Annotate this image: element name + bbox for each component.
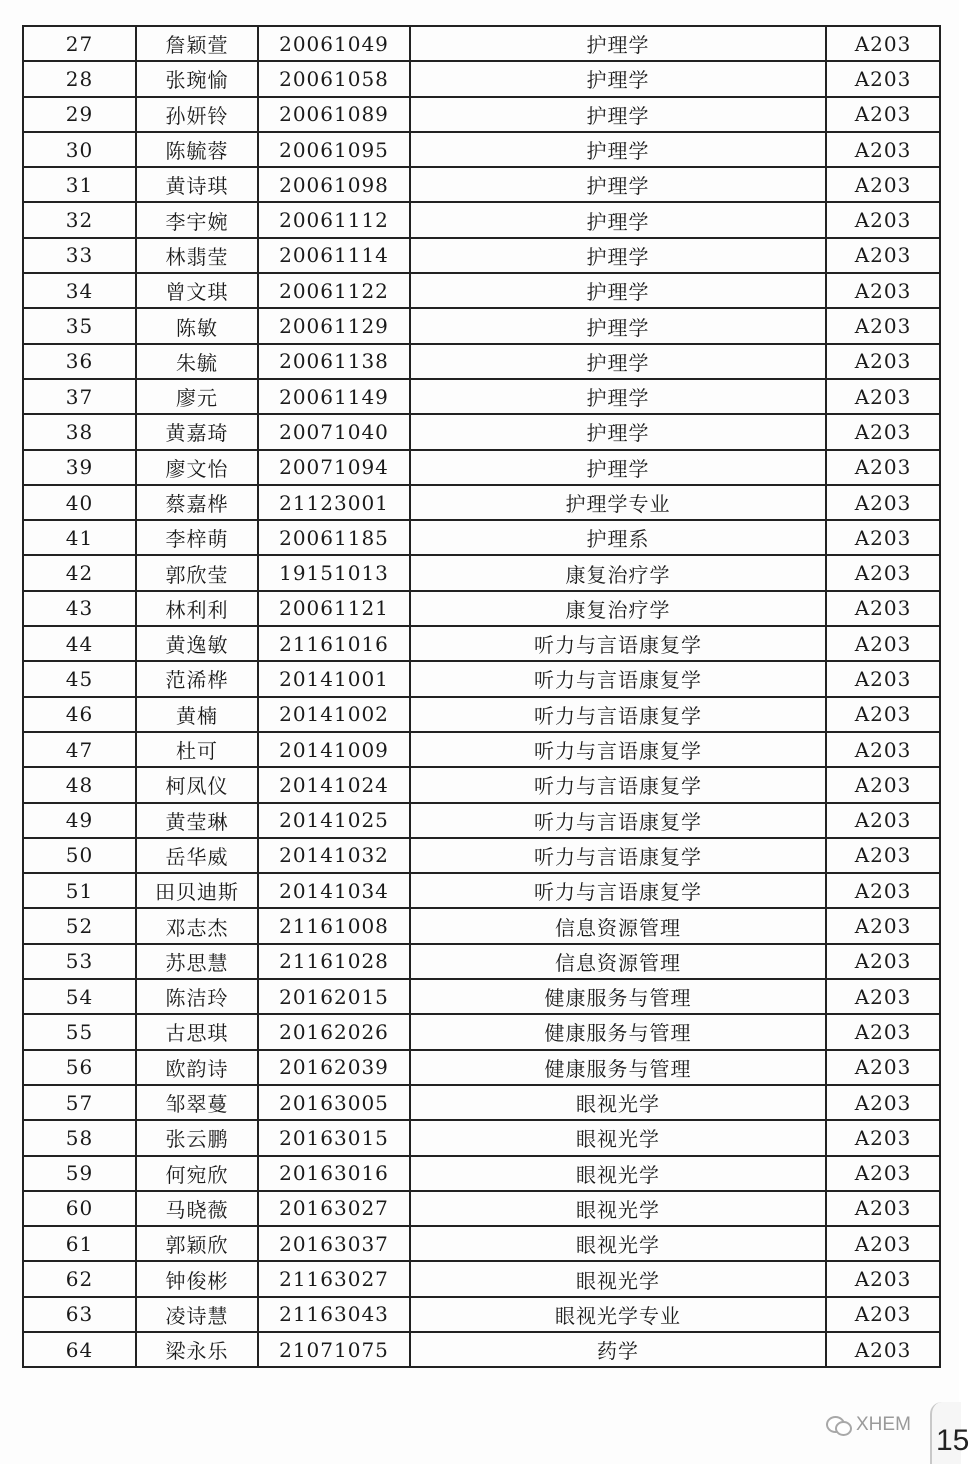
student-id-cell: 20163027	[258, 1191, 410, 1226]
table-row	[23, 1014, 940, 1049]
student-name-cell: 陈敏	[136, 308, 258, 343]
major-cell: 护理系	[410, 520, 826, 555]
student-name-cell: 黄楠	[136, 697, 258, 732]
row-number-cell: 62	[23, 1261, 136, 1296]
student-name-cell: 李梓萌	[136, 520, 258, 555]
exam-room-cell: A203	[826, 414, 940, 449]
major-cell: 眼视光学	[410, 1085, 826, 1120]
exam-room-cell: A203	[826, 520, 940, 555]
exam-room-cell: A203	[826, 97, 940, 132]
exam-room-cell: A203	[826, 1332, 940, 1367]
student-id-cell: 21161008	[258, 908, 410, 943]
table-row	[23, 238, 940, 273]
student-name-cell: 蔡嘉桦	[136, 485, 258, 520]
table-row	[23, 732, 940, 767]
student-id-cell: 21161028	[258, 944, 410, 979]
student-name-cell: 邓志杰	[136, 908, 258, 943]
major-cell: 护理学	[410, 167, 826, 202]
exam-room-cell: A203	[826, 944, 940, 979]
major-cell: 护理学	[410, 273, 826, 308]
row-number-cell: 38	[23, 414, 136, 449]
student-name-cell: 詹颖萱	[136, 26, 258, 61]
row-number-cell: 35	[23, 308, 136, 343]
table-row	[23, 61, 940, 96]
student-id-cell: 20061098	[258, 167, 410, 202]
exam-room-cell: A203	[826, 273, 940, 308]
row-number-cell: 27	[23, 26, 136, 61]
exam-room-cell: A203	[826, 803, 940, 838]
student-id-cell: 20141002	[258, 697, 410, 732]
student-name-cell: 黄逸敏	[136, 626, 258, 661]
exam-room-cell: A203	[826, 344, 940, 379]
student-name-cell: 马晓薇	[136, 1191, 258, 1226]
row-number-cell: 50	[23, 838, 136, 873]
student-id-cell: 20061185	[258, 520, 410, 555]
table-row	[23, 1226, 940, 1261]
major-cell: 护理学	[410, 132, 826, 167]
exam-room-cell: A203	[826, 1120, 940, 1155]
exam-room-cell: A203	[826, 308, 940, 343]
major-cell: 护理学	[410, 238, 826, 273]
row-number-cell: 57	[23, 1085, 136, 1120]
major-cell: 护理学专业	[410, 485, 826, 520]
table-row	[23, 202, 940, 237]
student-name-cell: 梁永乐	[136, 1332, 258, 1367]
table-row	[23, 838, 940, 873]
student-id-cell: 20163016	[258, 1156, 410, 1191]
row-number-cell: 43	[23, 591, 136, 626]
table-row	[23, 1085, 940, 1120]
major-cell: 听力与言语康复学	[410, 661, 826, 696]
major-cell: 听力与言语康复学	[410, 767, 826, 802]
student-id-cell: 20162015	[258, 979, 410, 1014]
row-number-cell: 47	[23, 732, 136, 767]
major-cell: 康复治疗学	[410, 555, 826, 590]
row-number-cell: 41	[23, 520, 136, 555]
table-row	[23, 1261, 940, 1296]
row-number-cell: 58	[23, 1120, 136, 1155]
exam-room-cell: A203	[826, 379, 940, 414]
exam-room-cell: A203	[826, 838, 940, 873]
student-name-cell: 孙妍铃	[136, 97, 258, 132]
major-cell: 护理学	[410, 379, 826, 414]
student-name-cell: 何宛欣	[136, 1156, 258, 1191]
student-id-cell: 20163005	[258, 1085, 410, 1120]
exam-room-cell: A203	[826, 697, 940, 732]
exam-room-cell: A203	[826, 167, 940, 202]
student-name-cell: 古思琪	[136, 1014, 258, 1049]
student-id-cell: 19151013	[258, 555, 410, 590]
student-name-cell: 郭颖欣	[136, 1226, 258, 1261]
exam-room-cell: A203	[826, 61, 940, 96]
row-number-cell: 46	[23, 697, 136, 732]
exam-room-cell: A203	[826, 485, 940, 520]
student-id-cell: 20061089	[258, 97, 410, 132]
student-id-cell: 20071040	[258, 414, 410, 449]
student-name-cell: 邹翠蔓	[136, 1085, 258, 1120]
major-cell: 护理学	[410, 414, 826, 449]
student-name-cell: 郭欣莹	[136, 555, 258, 590]
row-number-cell: 45	[23, 661, 136, 696]
table-row	[23, 873, 940, 908]
watermark	[826, 1410, 911, 1440]
table-row	[23, 167, 940, 202]
watermark-text: XHEM	[856, 1414, 911, 1435]
exam-room-cell: A203	[826, 979, 940, 1014]
row-number-cell: 37	[23, 379, 136, 414]
student-id-cell: 20061121	[258, 591, 410, 626]
major-cell: 护理学	[410, 97, 826, 132]
row-number-cell: 28	[23, 61, 136, 96]
table-row	[23, 767, 940, 802]
student-name-cell: 黄莹琳	[136, 803, 258, 838]
major-cell: 康复治疗学	[410, 591, 826, 626]
student-name-cell: 廖元	[136, 379, 258, 414]
major-cell: 眼视光学	[410, 1191, 826, 1226]
table-row	[23, 132, 940, 167]
student-name-cell: 范浠桦	[136, 661, 258, 696]
student-name-cell: 凌诗慧	[136, 1297, 258, 1332]
student-name-cell: 李宇婉	[136, 202, 258, 237]
student-name-cell: 朱毓	[136, 344, 258, 379]
student-id-cell: 21123001	[258, 485, 410, 520]
row-number-cell: 30	[23, 132, 136, 167]
table-row	[23, 1332, 940, 1367]
major-cell: 眼视光学	[410, 1226, 826, 1261]
major-cell: 护理学	[410, 26, 826, 61]
exam-room-cell: A203	[826, 202, 940, 237]
exam-room-cell: A203	[826, 238, 940, 273]
student-id-cell: 20141032	[258, 838, 410, 873]
row-number-cell: 60	[23, 1191, 136, 1226]
student-id-cell: 20141024	[258, 767, 410, 802]
major-cell: 听力与言语康复学	[410, 626, 826, 661]
exam-room-cell: A203	[826, 1050, 940, 1085]
student-name-cell: 陈洁玲	[136, 979, 258, 1014]
table-row	[23, 308, 940, 343]
roster-body	[23, 26, 940, 1367]
row-number-cell: 53	[23, 944, 136, 979]
table-row	[23, 26, 940, 61]
student-name-cell: 陈毓蓉	[136, 132, 258, 167]
student-id-cell: 20061122	[258, 273, 410, 308]
row-number-cell: 54	[23, 979, 136, 1014]
table-row	[23, 908, 940, 943]
student-name-cell: 张云鹏	[136, 1120, 258, 1155]
table-row	[23, 1191, 940, 1226]
exam-room-cell: A203	[826, 1226, 940, 1261]
exam-room-cell: A203	[826, 26, 940, 61]
row-number-cell: 51	[23, 873, 136, 908]
student-id-cell: 20061095	[258, 132, 410, 167]
exam-room-cell: A203	[826, 1014, 940, 1049]
student-id-cell: 20163015	[258, 1120, 410, 1155]
exam-room-cell: A203	[826, 908, 940, 943]
major-cell: 护理学	[410, 202, 826, 237]
student-id-cell: 20061112	[258, 202, 410, 237]
exam-room-cell: A203	[826, 1261, 940, 1296]
major-cell: 眼视光学	[410, 1261, 826, 1296]
student-name-cell: 林利利	[136, 591, 258, 626]
student-name-cell: 曾文琪	[136, 273, 258, 308]
exam-room-cell: A203	[826, 450, 940, 485]
table-row	[23, 414, 940, 449]
major-cell: 眼视光学	[410, 1120, 826, 1155]
row-number-cell: 44	[23, 626, 136, 661]
major-cell: 听力与言语康复学	[410, 838, 826, 873]
row-number-cell: 39	[23, 450, 136, 485]
student-id-cell: 20071094	[258, 450, 410, 485]
student-id-cell: 20141025	[258, 803, 410, 838]
student-name-cell: 田贝迪斯	[136, 873, 258, 908]
row-number-cell: 59	[23, 1156, 136, 1191]
student-id-cell: 20061049	[258, 26, 410, 61]
major-cell: 眼视光学专业	[410, 1297, 826, 1332]
table-row	[23, 485, 940, 520]
exam-room-cell: A203	[826, 1297, 940, 1332]
row-number-cell: 34	[23, 273, 136, 308]
major-cell: 听力与言语康复学	[410, 873, 826, 908]
exam-room-cell: A203	[826, 1191, 940, 1226]
student-id-cell: 20162026	[258, 1014, 410, 1049]
student-id-cell: 21163027	[258, 1261, 410, 1296]
row-number-cell: 31	[23, 167, 136, 202]
table-row	[23, 661, 940, 696]
major-cell: 护理学	[410, 308, 826, 343]
row-number-cell: 61	[23, 1226, 136, 1261]
table-row	[23, 591, 940, 626]
student-id-cell: 20061149	[258, 379, 410, 414]
exam-room-cell: A203	[826, 591, 940, 626]
major-cell: 健康服务与管理	[410, 1050, 826, 1085]
student-id-cell: 20061058	[258, 61, 410, 96]
major-cell: 护理学	[410, 450, 826, 485]
student-id-cell: 20162039	[258, 1050, 410, 1085]
exam-room-cell: A203	[826, 555, 940, 590]
major-cell: 眼视光学	[410, 1156, 826, 1191]
table-row	[23, 344, 940, 379]
exam-room-cell: A203	[826, 732, 940, 767]
student-name-cell: 廖文怡	[136, 450, 258, 485]
row-number-cell: 52	[23, 908, 136, 943]
student-id-cell: 20061129	[258, 308, 410, 343]
row-number-cell: 36	[23, 344, 136, 379]
student-name-cell: 岳华威	[136, 838, 258, 873]
exam-room-cell: A203	[826, 873, 940, 908]
student-id-cell: 20141034	[258, 873, 410, 908]
student-name-cell: 杜可	[136, 732, 258, 767]
table-row	[23, 803, 940, 838]
major-cell: 信息资源管理	[410, 908, 826, 943]
table-row	[23, 1050, 940, 1085]
row-number-cell: 64	[23, 1332, 136, 1367]
student-id-cell: 20163037	[258, 1226, 410, 1261]
exam-room-cell: A203	[826, 626, 940, 661]
major-cell: 信息资源管理	[410, 944, 826, 979]
row-number-cell: 49	[23, 803, 136, 838]
major-cell: 护理学	[410, 344, 826, 379]
table-row	[23, 379, 940, 414]
major-cell: 药学	[410, 1332, 826, 1367]
page-number: 15	[936, 1424, 969, 1457]
row-number-cell: 33	[23, 238, 136, 273]
row-number-cell: 55	[23, 1014, 136, 1049]
table-row	[23, 1120, 940, 1155]
row-number-cell: 29	[23, 97, 136, 132]
table-row	[23, 97, 940, 132]
major-cell: 健康服务与管理	[410, 1014, 826, 1049]
student-name-cell: 黄诗琪	[136, 167, 258, 202]
student-id-cell: 21163043	[258, 1297, 410, 1332]
row-number-cell: 56	[23, 1050, 136, 1085]
row-number-cell: 40	[23, 485, 136, 520]
exam-room-cell: A203	[826, 1085, 940, 1120]
exam-room-cell: A203	[826, 661, 940, 696]
table-row	[23, 697, 940, 732]
row-number-cell: 42	[23, 555, 136, 590]
major-cell: 护理学	[410, 61, 826, 96]
exam-room-cell: A203	[826, 1156, 940, 1191]
exam-room-cell: A203	[826, 767, 940, 802]
major-cell: 听力与言语康复学	[410, 697, 826, 732]
student-name-cell: 柯凤仪	[136, 767, 258, 802]
table-row	[23, 1297, 940, 1332]
student-roster-table	[22, 25, 941, 1368]
table-row	[23, 555, 940, 590]
student-id-cell: 20141001	[258, 661, 410, 696]
table-row	[23, 520, 940, 555]
table-row	[23, 1156, 940, 1191]
table-row	[23, 450, 940, 485]
major-cell: 听力与言语康复学	[410, 732, 826, 767]
major-cell: 听力与言语康复学	[410, 803, 826, 838]
row-number-cell: 48	[23, 767, 136, 802]
table-row	[23, 626, 940, 661]
student-name-cell: 张琬愉	[136, 61, 258, 96]
table-row	[23, 979, 940, 1014]
student-id-cell: 20061138	[258, 344, 410, 379]
wechat-icon	[826, 1414, 852, 1436]
table-row	[23, 273, 940, 308]
major-cell: 健康服务与管理	[410, 979, 826, 1014]
student-id-cell: 21071075	[258, 1332, 410, 1367]
student-name-cell: 钟俊彬	[136, 1261, 258, 1296]
table-row	[23, 944, 940, 979]
student-name-cell: 林翡莹	[136, 238, 258, 273]
row-number-cell: 63	[23, 1297, 136, 1332]
exam-room-cell: A203	[826, 132, 940, 167]
student-id-cell: 20061114	[258, 238, 410, 273]
row-number-cell: 32	[23, 202, 136, 237]
student-id-cell: 21161016	[258, 626, 410, 661]
student-name-cell: 苏思慧	[136, 944, 258, 979]
student-id-cell: 20141009	[258, 732, 410, 767]
student-name-cell: 欧韵诗	[136, 1050, 258, 1085]
student-name-cell: 黄嘉琦	[136, 414, 258, 449]
